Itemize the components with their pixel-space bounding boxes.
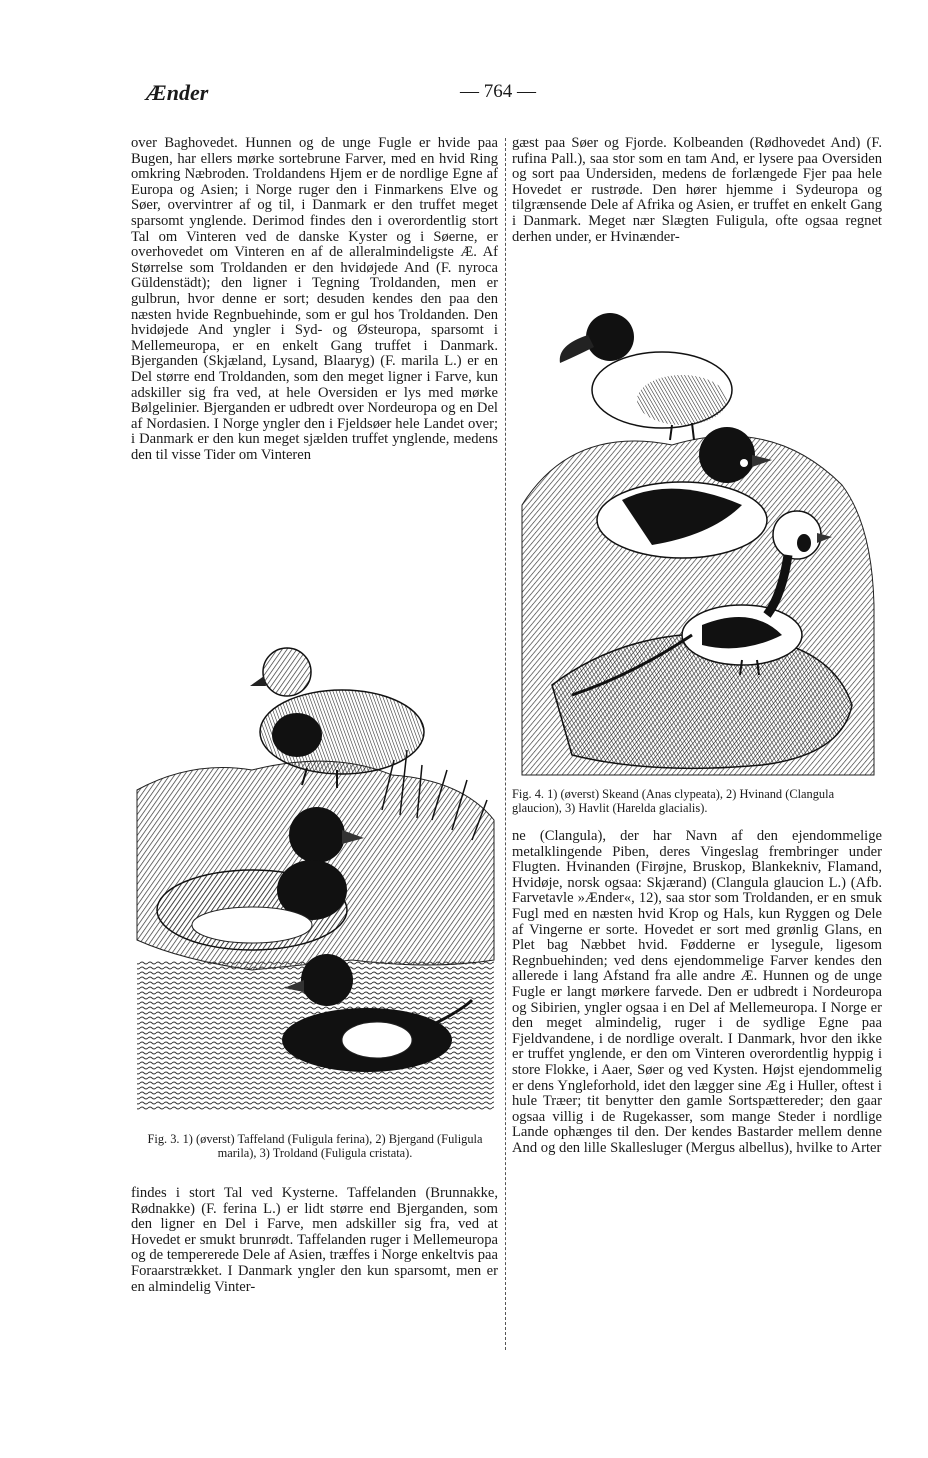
figure-3-caption: Fig. 3. 1) (øverst) Taffeland (Fuligula ferina), 2) Bjergand (Fuligula marila), 3) Troldand (Fuligula cristata). (147, 1132, 483, 1160)
section-title: Ænder (146, 80, 209, 105)
right-column-text-bottom (512, 829, 882, 1349)
figure-3-illustration (132, 640, 498, 1128)
duck-engraving-fig4 (512, 305, 882, 783)
paragraph: ne (Clangula), der har Navn af den ejendommelige metalklingende Piben, deres Vingeslag frembringer under Flugten. Hvinanden (Firøjne, Bruskop, Blankekniv, Flamand, Hvidøje, norsk ogsaa: Skjærand) (Clangula glaucion L.) (Afb. Farvetavle »Ænder«, 12), saa stor som Troldanden, er en smuk Fugl med en næsten hvid Krop og Hals, kun Ryggen og Dele af Vingerne er sorte. Hovedet er sort med grønlig Glans, en Plet bag Næbbet hvid. Fødderne er lysegule, ligesom Regnbuehinden; ved dens ejendommelige Farver kendes den allerede i lang Afstand fra alle andre Æ. Hunnen og de unge Fugle er langt mørkere farvede. Den er udbredt i Nordeuropa og Sibirien, yngler ogsaa i en Del af Mellemeuropa. I Norge er den meget almindelig, ruger i de sydlige Egne paa Fjeldvandene, i de nordlige overalt. I Danmark, hvor den ikke er truffet ynglende, er den om Vinteren overordentlig hyppig i store Flokke, i Aaer, Søer og ved Kysten. Højst ejendommelig er dens Yngleforhold, idet den lægger sine Æg i Huller, oftest i hule Træer; tit benytter den gamle Sortspættereder; den gaar ogsaa villig i de Rugekasser, som mange Steder i nordlige Lande ophænges til den. Der kendes Bastarder mellem denne And og den lille Skallesluger (Mergus albellus), hvilke to Arter (512, 829, 882, 1156)
duck-engraving-fig3 (132, 640, 498, 1128)
paragraph: findes i stort Tal ved Kysterne. Taffelanden (Brunnakke, Rødnakke) (F. ferina L.) er lidt større end Bjerganden, som den ligner en Del i Farve, men adskiller sig fra, ved at Hovedet er smukt brunrødt. Taffelanden ruger i Mellemeuropa og de tempererede Dele af Asien, træffes i Norge enkeltvis paa Foraarstrækket. I Danmark yngler den kun sparsomt, men er en almindelig Vinter- (131, 1186, 498, 1295)
left-column-text-bottom (131, 1186, 498, 1354)
figure-4-illustration (512, 305, 882, 783)
paragraph: gæst paa Søer og Fjorde. Kolbeanden (Rødhovedet And) (F. rufina Pall.), saa stor som en tam And, er lysere paa Oversiden og sort paa Undersiden, medens de forlængede Fjer paa hele Hovedet er rustrøde. Den hører hjemme i Sydeuropa og tilgrænsende Dele af Afrika og Asien, er truffet en enkelt Gang i Danmark. Meget nær Slægten Fuligula, ofte ogsaa regnet derhen under, er Hvinænder- (512, 136, 882, 245)
left-column-text-top (131, 136, 498, 644)
page-number: — 764 — (460, 81, 536, 102)
paragraph: over Baghovedet. Hunnen og de unge Fugle er hvide paa Bugen, har ellers mørke sortebrune Farver, med en hvid Ring omkring Næbroden. Troldandens Hjem er de nordlige Egne af Europa og Asien; i Norge ruger den i Finmarkens Elve og Søer, overvintrer af og til, i Danmark er den truffet meget sparsomt ynglende. Derimod findes den i overordentlig stort Tal om Vinteren ved de danske Kyster og i Søerne, er overhovedet om Vinteren en af de alleralmindeligste Æ. Af Størrelse som Troldanden er den hvidøjede And (F. nyroca Güldenstädt); den ligner i Tegning Troldanden, men er gulbrun, hvor denne er sort; desuden kendes den paa den næsten hvide Regnbuehinde, som er gul hos Troldanden. Den hvidøjede And yngler i Syd- og Østeuropa, sparsomt i Mellemeuropa, er en enkelt Gang truffet i Danmark. Bjerganden (Skjæland, Lysand, Blaaryg) (F. marila L.) er en Del større end Troldanden, som den meget ligner i Farve, kun adskiller sig fra ved, at hele Oversiden er lys med mørke Bølgelinier. Bjerganden er udbredt over Nordeuropa og en Del af Nordasien. I Norge yngler den i Fjeldsøer hele Landet over; i Danmark er den kun meget sjælden truffet ynglende, medens den til visse Tider om Vinteren (131, 136, 498, 463)
figure-4-caption: Fig. 4. 1) (øverst) Skeand (Anas clypeata), 2) Hvinand (Clangula glaucion), 3) Havlit (Harelda glacialis). (512, 787, 835, 815)
column-divider (505, 138, 507, 1350)
right-column-text-top (512, 136, 882, 296)
